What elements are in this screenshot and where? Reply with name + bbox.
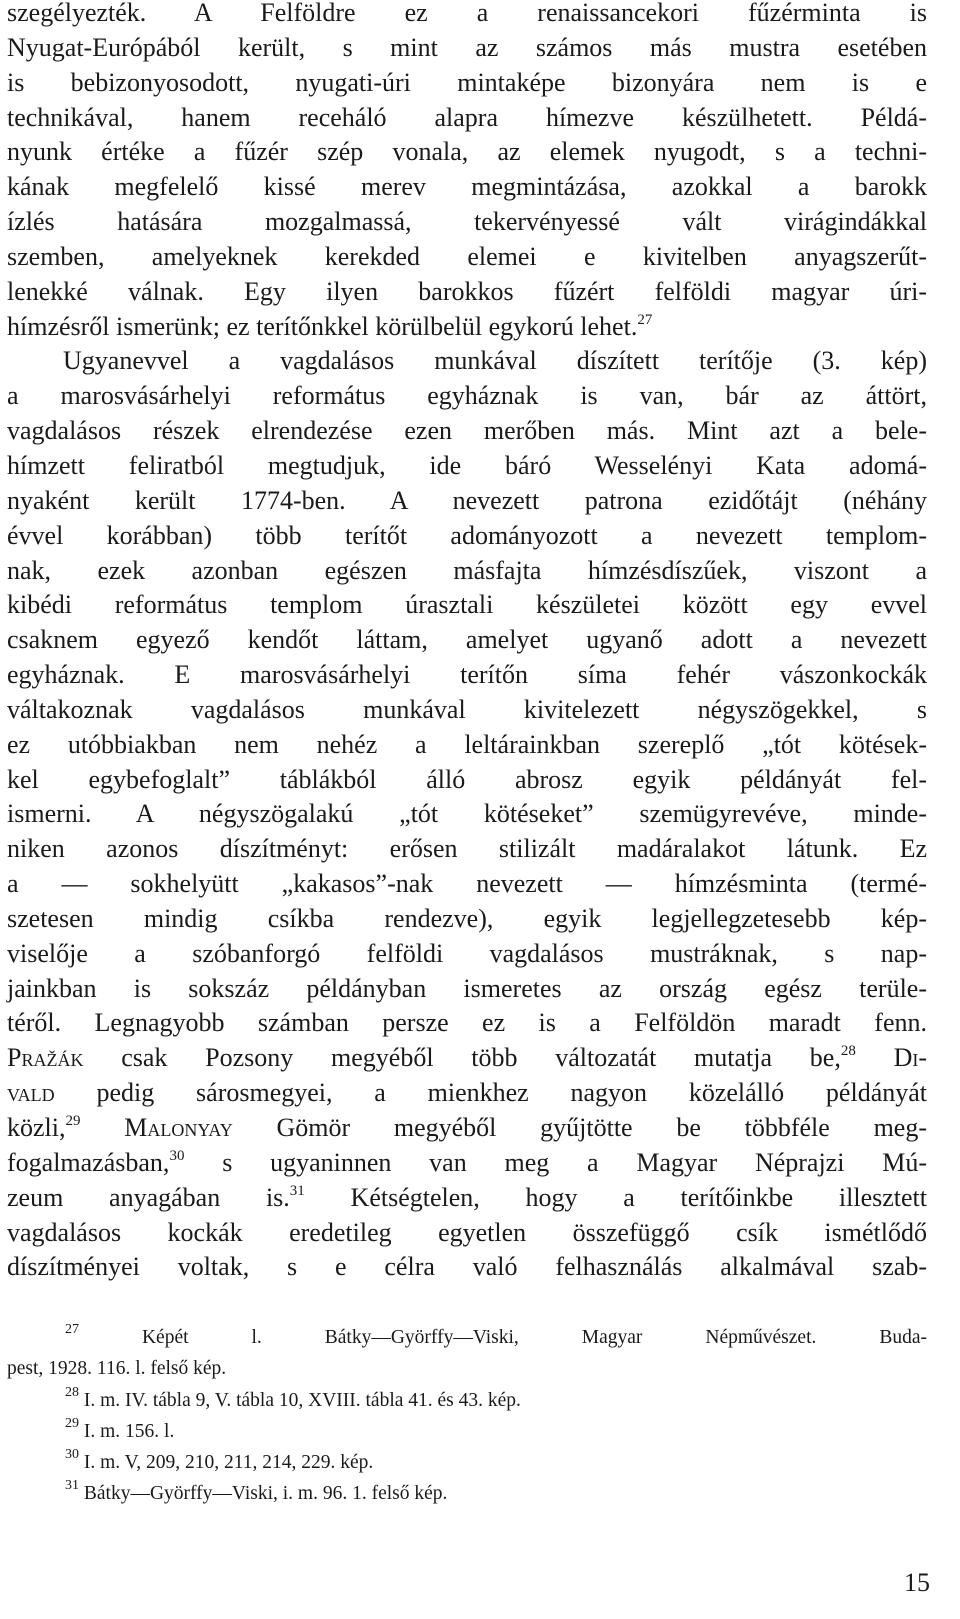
text-line: is bebizonyosodott, nyugati-úri mintaképe bizonyára nem is e [7,67,927,97]
text-line: egyháznak. E marosvásárhelyi terítőn síma fehér vászonkockák [7,660,927,690]
footnote-text: Bátky—Györffy—Viski, i. m. 96. 1. felső kép. [79,1483,448,1505]
footnote-ref[interactable]: 28 [840,1043,856,1060]
footnote-continuation: pest, 1928. 116. l. felső kép. [7,1358,227,1380]
text-line: téről. Legnagyobb számban persze ez is a Felföldön maradt fenn. [7,1008,927,1038]
line-text: pedig sárosmegyei, a mienkhez nagyon közelálló példányát [54,1078,927,1108]
footnote-ref[interactable]: 30 [169,1147,185,1164]
text-line: kel egybefoglalt” táblákból álló abrosz egyik példányát fel- [7,764,927,794]
text-line [7,1076,927,1111]
footnote-ref[interactable]: 29 [65,1113,81,1129]
footnotes [7,1322,927,1510]
text-line: évvel korábban) több terítőt adományozott a nevezett templom- [7,520,927,550]
text-line [7,1041,927,1076]
text-line: vagdalásos részek elrendezése ezen merőben más. Mint azt a bele- [7,416,927,446]
text-line: niken azonos díszítményt: erősen stilizált madáralakot látunk. Ez [7,834,927,864]
footnote-text: I. m. V, 209, 210, 211, 214, 229. kép. [79,1452,374,1474]
text-line: szetesen mindig csíkba rendezve), egyik legjellegzetesebb kép- [7,903,927,933]
text-line: ez utóbbiakban nem nehéz a leltárainkban szereplő „tót kötések- [7,729,927,759]
line-text: Kétségtelen, hogy a terítőinkbe illesztett [304,1182,927,1212]
text-line: lenekké válnak. Egy ilyen barokkos fűzért felföldi magyar úri- [7,276,927,306]
line-text: zeum anyagában is. [7,1182,290,1212]
text-line: Ugyanevvel a vagdalásos munkával díszített terítője (3. kép) [63,346,927,376]
page-number: 15 [904,1568,930,1597]
text-line: jainkban is sokszáz példányban ismeretes az ország egész terüle- [7,973,927,1003]
text-line: hímzett feliratból megtudjuk, ide báró Wesselényi Kata adomá- [7,450,927,480]
footnote [7,1447,927,1478]
text-line [7,1111,927,1146]
line-text: s ugyaninnen van meg a Magyar Néprajzi Mú- [184,1147,927,1177]
text-line: kibédi református templom úrasztali készületei között egy evvel [7,590,927,620]
text-line: vagdalásos kockák eredetileg egyetlen összefüggő csík ismétlődő [7,1217,927,1247]
footnote-ref[interactable]: 31 [289,1182,305,1199]
author-name: Pražák [7,1043,84,1073]
text-line: szemben, amelyeknek kerekded elemei e kivitelben anyagszerűt- [7,241,927,271]
line-text: Gömör megyéből gyűjtötte be többféle meg- [232,1113,927,1142]
author-name: vald [7,1078,55,1108]
text-line: Nyugat-Európából került, s mint az számos más mustra esetében [7,32,927,62]
text-line [7,1146,927,1181]
footnote-number: 27 [65,1322,79,1337]
footnote-number: 31 [65,1478,79,1494]
line-text: hímzésről ismerünk; ez terítőnkkel körülbelül egykorú lehet. [7,311,638,341]
author-name: Di- [855,1043,928,1073]
line-text: csak Pozsony megyéből több változatát mutatja be, [83,1043,841,1073]
footnote-text: I. m. IV. tábla 9, V. tábla 10, XVIII. tábla 41. és 43. kép. [79,1389,521,1411]
footnote [7,1322,927,1353]
text-line: ismerni. A négyszögalakú „tót kötéseket” szemügyrevéve, minde- [7,799,927,829]
text-line: díszítményei voltak, s e célra való felhasználás alkalmával szab- [7,1252,927,1282]
text-line: viselője a szóbanforgó felföldi vagdalásos mustráknak, s nap- [7,938,927,968]
footnote [7,1385,927,1416]
line-text: fogalmazásban, [7,1147,170,1177]
footnote-number: 29 [65,1415,79,1431]
text-line: váltakoznak vagdalásos munkával kivitelezett négyszögekkel, s [7,694,927,724]
text-line: szegélyezték. A Felföldre ez a renaissancekori fűzérminta is [7,0,927,27]
footnote [7,1478,927,1509]
text-line: nyaként került 1774-ben. A nevezett patrona ezidőtájt (néhány [7,485,927,515]
line-text: közli, [7,1113,66,1142]
footnote [7,1416,927,1447]
text-line: ízlés hatására mozgalmassá, tekervényessé vált virágindákkal [7,207,927,237]
footnote-text: Képét l. Bátky—Györffy—Viski, Magyar Népművészet. Buda- [79,1327,927,1348]
author-name: Malonyay [80,1113,233,1142]
text-line: a — sokhelyütt „kakasos”-nak nevezett — hímzésminta (termé- [7,869,927,899]
text-line: a marosvásárhelyi református egyháznak is van, bár az áttört, [7,381,927,411]
text-line: technikával, hanem receháló alapra hímezve készülhetett. Példá- [7,102,927,132]
footnote-ref[interactable]: 27 [637,311,653,328]
text-line: nak, ezek azonban egészen másfajta hímzésdíszűek, viszont a [7,555,927,585]
text-line: csaknem egyező kendőt láttam, amelyet ugyanő adott a nevezett [7,625,927,655]
text-line: nyunk értéke a fűzér szép vonala, az elemek nyugodt, s a techni- [7,137,927,167]
body-text [7,0,927,1285]
footnote-number: 28 [65,1384,79,1400]
text-line [7,1181,927,1216]
text-line [7,310,927,345]
text-line: kának megfelelő kissé merev megmintázása, azokkal a barokk [7,172,927,202]
footnote-number: 30 [65,1447,79,1463]
footnote-text: I. m. 156. l. [79,1420,175,1442]
